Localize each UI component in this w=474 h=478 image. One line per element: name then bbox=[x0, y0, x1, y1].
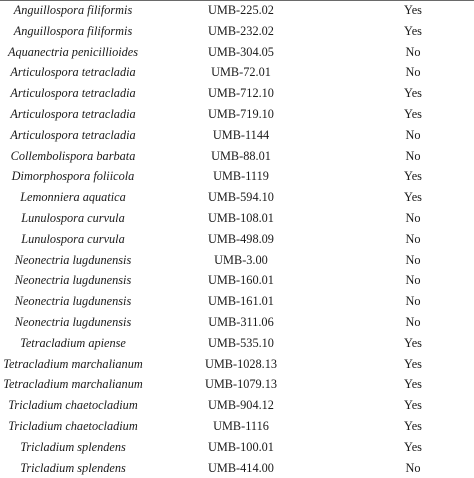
table-row bbox=[0, 416, 474, 437]
strain-cell: UMB-3.00 bbox=[214, 252, 268, 267]
result-cell: No bbox=[405, 44, 421, 59]
species-cell: Tetracladium marchalianum bbox=[3, 377, 143, 392]
strain-cell: UMB-594.10 bbox=[208, 190, 274, 205]
species-cell: Articulospora tetracladia bbox=[10, 106, 136, 121]
table-row bbox=[0, 0, 474, 21]
table-row bbox=[0, 333, 474, 354]
species-cell: Neonectria lugdunensis bbox=[14, 314, 132, 329]
result-cell: No bbox=[405, 210, 421, 225]
table-row bbox=[0, 270, 474, 291]
table-row bbox=[0, 146, 474, 167]
table-row bbox=[0, 312, 474, 333]
table-row bbox=[0, 354, 474, 375]
result-cell: No bbox=[405, 65, 421, 80]
strain-cell: UMB-88.01 bbox=[211, 148, 271, 163]
table-row bbox=[0, 21, 474, 42]
strain-cell: UMB-904.12 bbox=[208, 398, 274, 413]
result-cell: Yes bbox=[404, 3, 422, 17]
strain-cell: UMB-1119 bbox=[213, 169, 269, 184]
result-cell: Yes bbox=[404, 356, 422, 371]
result-cell: No bbox=[405, 127, 421, 142]
strain-cell: UMB-1116 bbox=[213, 418, 269, 433]
strain-cell: UMB-1028.13 bbox=[204, 356, 278, 371]
strain-cell: UMB-311.06 bbox=[208, 314, 274, 329]
species-cell: Articulospora tetracladia bbox=[10, 86, 136, 101]
result-cell: Yes bbox=[404, 335, 422, 350]
result-cell: No bbox=[405, 294, 421, 309]
strain-cell: UMB-232.02 bbox=[208, 23, 274, 38]
table-row bbox=[0, 250, 474, 271]
strain-cell: UMB-1079.13 bbox=[204, 377, 278, 392]
strain-cell: UMB-414.00 bbox=[208, 460, 274, 475]
result-cell: No bbox=[405, 252, 421, 267]
species-cell: Dimorphospora foliicola bbox=[11, 169, 135, 184]
table-row bbox=[0, 208, 474, 229]
species-cell: Neonectria lugdunensis bbox=[14, 273, 132, 288]
strain-cell: UMB-498.09 bbox=[208, 231, 274, 246]
result-cell: No bbox=[405, 273, 421, 288]
species-cell: Articulospora tetracladia bbox=[10, 65, 136, 80]
species-cell: Anguillospora filiformis bbox=[13, 3, 133, 17]
result-cell: Yes bbox=[404, 86, 422, 101]
strain-cell: UMB-100.01 bbox=[208, 439, 274, 454]
species-cell: Collembolispora barbata bbox=[10, 148, 136, 163]
result-cell: Yes bbox=[404, 106, 422, 121]
strain-cell: UMB-72.01 bbox=[211, 65, 271, 80]
result-cell: Yes bbox=[404, 190, 422, 205]
species-cell: Articulospora tetracladia bbox=[10, 127, 136, 142]
strain-cell: UMB-225.02 bbox=[208, 3, 274, 17]
strain-cell: UMB-160.01 bbox=[208, 273, 274, 288]
species-cell: Tricladium splendens bbox=[20, 439, 126, 454]
table-row bbox=[0, 83, 474, 104]
species-cell: Aquanectria penicillioides bbox=[7, 44, 139, 59]
species-cell: Tetracladium apiense bbox=[20, 335, 126, 350]
result-cell: Yes bbox=[404, 23, 422, 38]
species-cell: Lunulospora curvula bbox=[21, 231, 125, 246]
table-row bbox=[0, 187, 474, 208]
table-row bbox=[0, 62, 474, 83]
species-cell: Tricladium chaetocladium bbox=[8, 418, 138, 433]
result-cell: Yes bbox=[404, 439, 422, 454]
strain-cell: UMB-712.10 bbox=[208, 86, 274, 101]
table-row bbox=[0, 104, 474, 125]
table-row bbox=[0, 229, 474, 250]
table-row bbox=[0, 166, 474, 187]
result-cell: No bbox=[405, 314, 421, 329]
strain-cell: UMB-719.10 bbox=[208, 106, 274, 121]
species-cell: Anguillospora filiformis bbox=[13, 23, 133, 38]
table-row bbox=[0, 374, 474, 395]
result-cell: Yes bbox=[404, 169, 422, 184]
result-cell: Yes bbox=[404, 398, 422, 413]
species-cell: Tricladium splendens bbox=[20, 460, 126, 475]
strain-cell: UMB-161.01 bbox=[208, 294, 274, 309]
species-cell: Lunulospora curvula bbox=[21, 210, 125, 225]
strain-cell: UMB-108.01 bbox=[208, 210, 274, 225]
strain-cell: UMB-304.05 bbox=[208, 44, 274, 59]
species-cell: Neonectria lugdunensis bbox=[14, 252, 132, 267]
result-cell: No bbox=[405, 460, 421, 475]
species-cell: Tetracladium marchalianum bbox=[3, 356, 143, 371]
result-cell: Yes bbox=[404, 418, 422, 433]
species-cell: Tricladium chaetocladium bbox=[8, 398, 138, 413]
table-row bbox=[0, 437, 474, 458]
result-cell: Yes bbox=[404, 377, 422, 392]
strain-cell: UMB-1144 bbox=[212, 127, 270, 142]
table-row bbox=[0, 458, 474, 478]
table-row bbox=[0, 395, 474, 416]
table-row bbox=[0, 291, 474, 312]
table-row bbox=[0, 125, 474, 146]
species-cell: Neonectria lugdunensis bbox=[14, 294, 132, 309]
result-cell: No bbox=[405, 231, 421, 246]
strain-cell: UMB-535.10 bbox=[208, 335, 274, 350]
result-cell: No bbox=[405, 148, 421, 163]
species-cell: Lemonniera aquatica bbox=[20, 190, 126, 205]
table-row bbox=[0, 42, 474, 63]
